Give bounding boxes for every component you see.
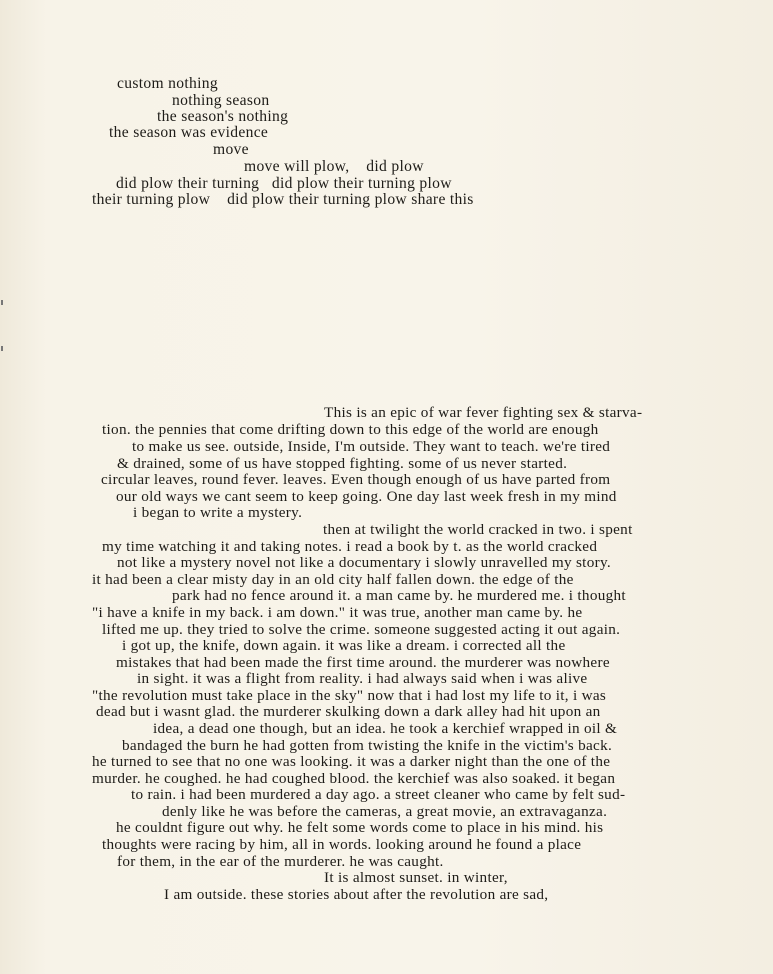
prose-line: "i have a knife in my back. i am down." it was true, another man came by. he [92,604,583,621]
poem-line: did plow their turning did plow their turning plow [116,175,452,192]
prose-line: he couldnt figure out why. he felt some words come to place in his mind. his [116,819,604,836]
prose-line: my time watching it and taking notes. i read a book by t. as the world cracked [102,538,598,555]
prose-line: i began to write a mystery. [133,504,303,521]
poem-line: move will plow, did plow [244,158,424,175]
prose-line: tion. the pennies that come drifting down to this edge of the world are enough [102,421,599,438]
prose-line: then at twilight the world cracked in two. i spent [323,521,633,538]
prose-line: bandaged the burn he had gotten from twisting the knife in the victim's back. [122,737,613,754]
prose-line: in sight. it was a flight from reality. i had always said when i was alive [137,670,588,687]
prose-line: not like a mystery novel not like a documentary i slowly unravelled my story. [117,554,611,571]
prose-line: i got up, the knife, down again. it was like a dream. i corrected all the [122,637,566,654]
prose-line: thoughts were racing by him, all in words. looking around he found a place [102,836,582,853]
prose-line: park had no fence around it. a man came by. he murdered me. i thought [172,587,626,604]
prose-line: he turned to see that no one was looking. it was a darker night than the one of the [92,753,611,770]
prose-line: to rain. i had been murdered a day ago. a street cleaner who came by felt sud- [131,786,626,803]
prose-line: our old ways we cant seem to keep going. One day last week fresh in my mind [116,488,617,505]
prose-line: denly like he was before the cameras, a great movie, an extravaganza. [162,803,608,820]
prose-line: This is an epic of war fever fighting sex & starva- [324,404,643,421]
prose-line: I am outside. these stories about after the revolution are sad, [164,886,549,903]
poem-line: move [213,141,249,158]
prose-line: for them, in the ear of the murderer. he was caught. [117,853,444,870]
poem-line: their turning plow did plow their turning plow share this [92,191,474,208]
prose-line: mistakes that had been made the first time around. the murderer was nowhere [116,654,610,671]
prose-line: idea, a dead one though, but an idea. he took a kerchief wrapped in oil & [153,720,618,737]
prose-line: murder. he coughed. he had coughed blood. the kerchief was also soaked. it began [92,770,616,787]
page-edge-mark [1,346,3,351]
poem-line: nothing season [172,92,270,109]
prose-line: dead but i wasnt glad. the murderer skulking down a dark alley had hit upon an [96,703,601,720]
prose-line: circular leaves, round fever. leaves. Even though enough of us have parted from [101,471,611,488]
prose-line: to make us see. outside, Inside, I'm outside. They want to teach. we're tired [132,438,611,455]
page-edge-mark [1,300,3,305]
poem-line: custom nothing [117,75,218,92]
prose-line: It is almost sunset. in winter, [324,869,508,886]
prose-line: it had been a clear misty day in an old city half fallen down. the edge of the [92,571,574,588]
prose-line: "the revolution must take place in the sky" now that i had lost my life to it, i was [92,687,607,704]
prose-line: lifted me up. they tried to solve the crime. someone suggested acting it out again. [102,621,621,638]
poem-line: the season was evidence [109,124,269,141]
prose-line: & drained, some of us have stopped fighting. some of us never started. [117,455,568,472]
poem-line: the season's nothing [157,108,289,125]
